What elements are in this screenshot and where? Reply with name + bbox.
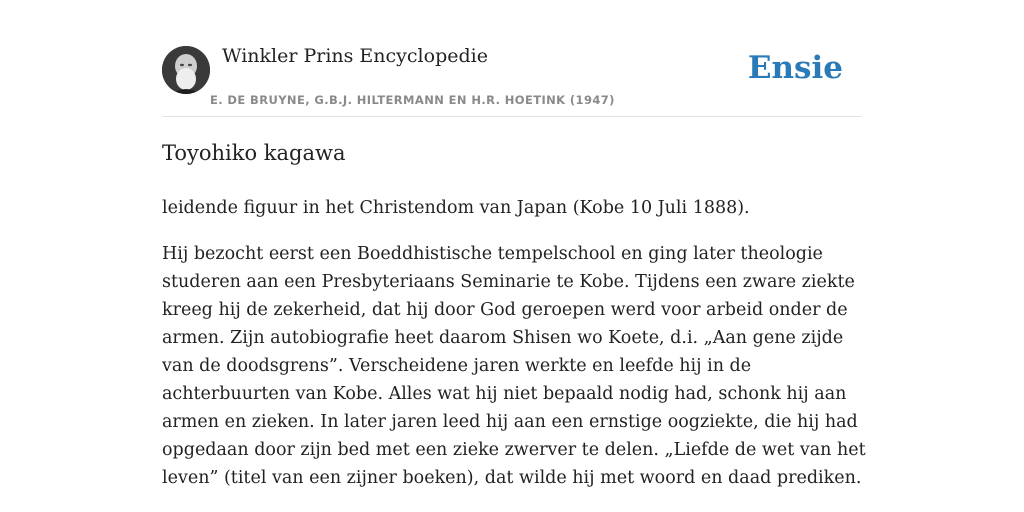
author-avatar[interactable] [162,46,210,94]
article-lead: leidende figuur in het Christendom van Japan (Kobe 10 Juli 1888). [162,198,750,218]
article-title: Toyohiko kagawa [162,141,346,165]
header [162,0,862,117]
portrait-image [162,46,210,94]
publication-title[interactable]: Winkler Prins Encyclopedie [222,45,488,67]
brand-logo[interactable]: Ensie [747,50,843,86]
page [162,0,866,488]
article-body: Hij bezocht eerst een Boeddhistische tempelschool en ging later theologie studeren aan een Presbyteriaans Seminarie te Kobe. Tijdens een zware ziekte kreeg hij de zekerheid, dat hij door God geroepen werd voor arbeid onder de armen. Zijn autobiografie heet daarom Shisen wo Koete, d.i. „Aan gene zijde van de doodsgrens”. Verscheidene jaren werkte en leefde hij in de achterbuurten van Kobe. Alles wat hij niet bepaald nodig had, schonk hij aan armen en zieken. In later jaren leed hij aan een ernstige oogziekte, die hij had opgedaan door zijn bed met een zieke zwerver te delen. „Liefde de wet van het leven” (titel van een zijner boeken), dat wilde hij met woord en daad prediken. [162,244,866,488]
authors-line: E. DE BRUYNE, G.B.J. HILTERMANN EN H.R. HOETINK (1947) [210,93,615,107]
